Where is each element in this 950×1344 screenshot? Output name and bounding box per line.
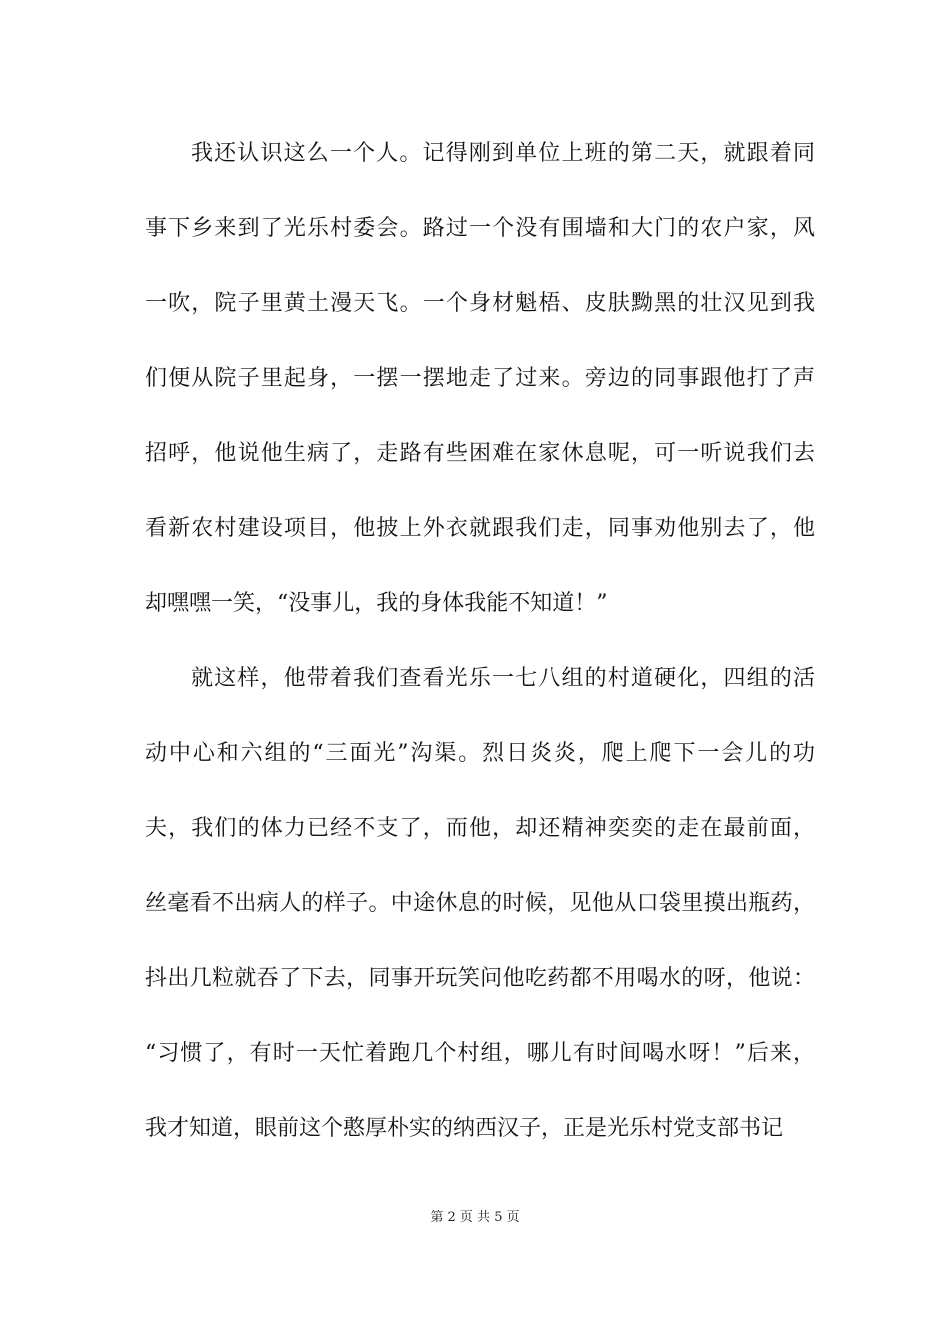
paragraph-line: 丝毫看不出病人的样子。中途休息的时候，见他从口袋里摸出瓶药， [145, 891, 815, 916]
page-footer: 第 2 页 共 5 页 [430, 1210, 520, 1225]
paragraph-line: 看新农村建设项目，他披上外衣就跟我们走，同事劝他别去了，他 [145, 516, 815, 541]
paragraph-line: 就这样，他带着我们查看光乐一七八组的村道硬化，四组的活 [191, 666, 815, 691]
paragraph-line: 动中心和六组的“三面光”沟渠。烈日炎炎，爬上爬下一会儿的功 [145, 741, 815, 766]
paragraph-line: 我才知道，眼前这个憨厚朴实的纳西汉子，正是光乐村党支部书记 [145, 1116, 784, 1141]
paragraph-line: 我还认识这么一个人。记得刚到单位上班的第二天，就跟着同 [191, 141, 815, 166]
paragraph-line: 们便从院子里起身，一摆一摆地走了过来。旁边的同事跟他打了声 [145, 366, 815, 391]
paragraph-line: 事下乡来到了光乐村委会。路过一个没有围墙和大门的农户家，风 [145, 216, 815, 241]
paragraph-line: 抖出几粒就吞了下去，同事开玩笑问他吃药都不用喝水的呀，他说： [145, 966, 815, 991]
paragraph-line: 招呼，他说他生病了，走路有些困难在家休息呢，可一听说我们去 [145, 441, 815, 466]
paragraph-line: 却嘿嘿一笑，“没事儿，我的身体我能不知道！” [145, 591, 608, 616]
paragraph-line: 一吹，院子里黄土漫天飞。一个身材魁梧、皮肤黝黑的壮汉见到我 [145, 291, 815, 316]
paragraph-line: “习惯了，有时一天忙着跑几个村组，哪儿有时间喝水呀！”后来， [145, 1041, 815, 1066]
paragraph-line: 夫，我们的体力已经不支了，而他，却还精神奕奕的走在最前面， [145, 816, 815, 841]
